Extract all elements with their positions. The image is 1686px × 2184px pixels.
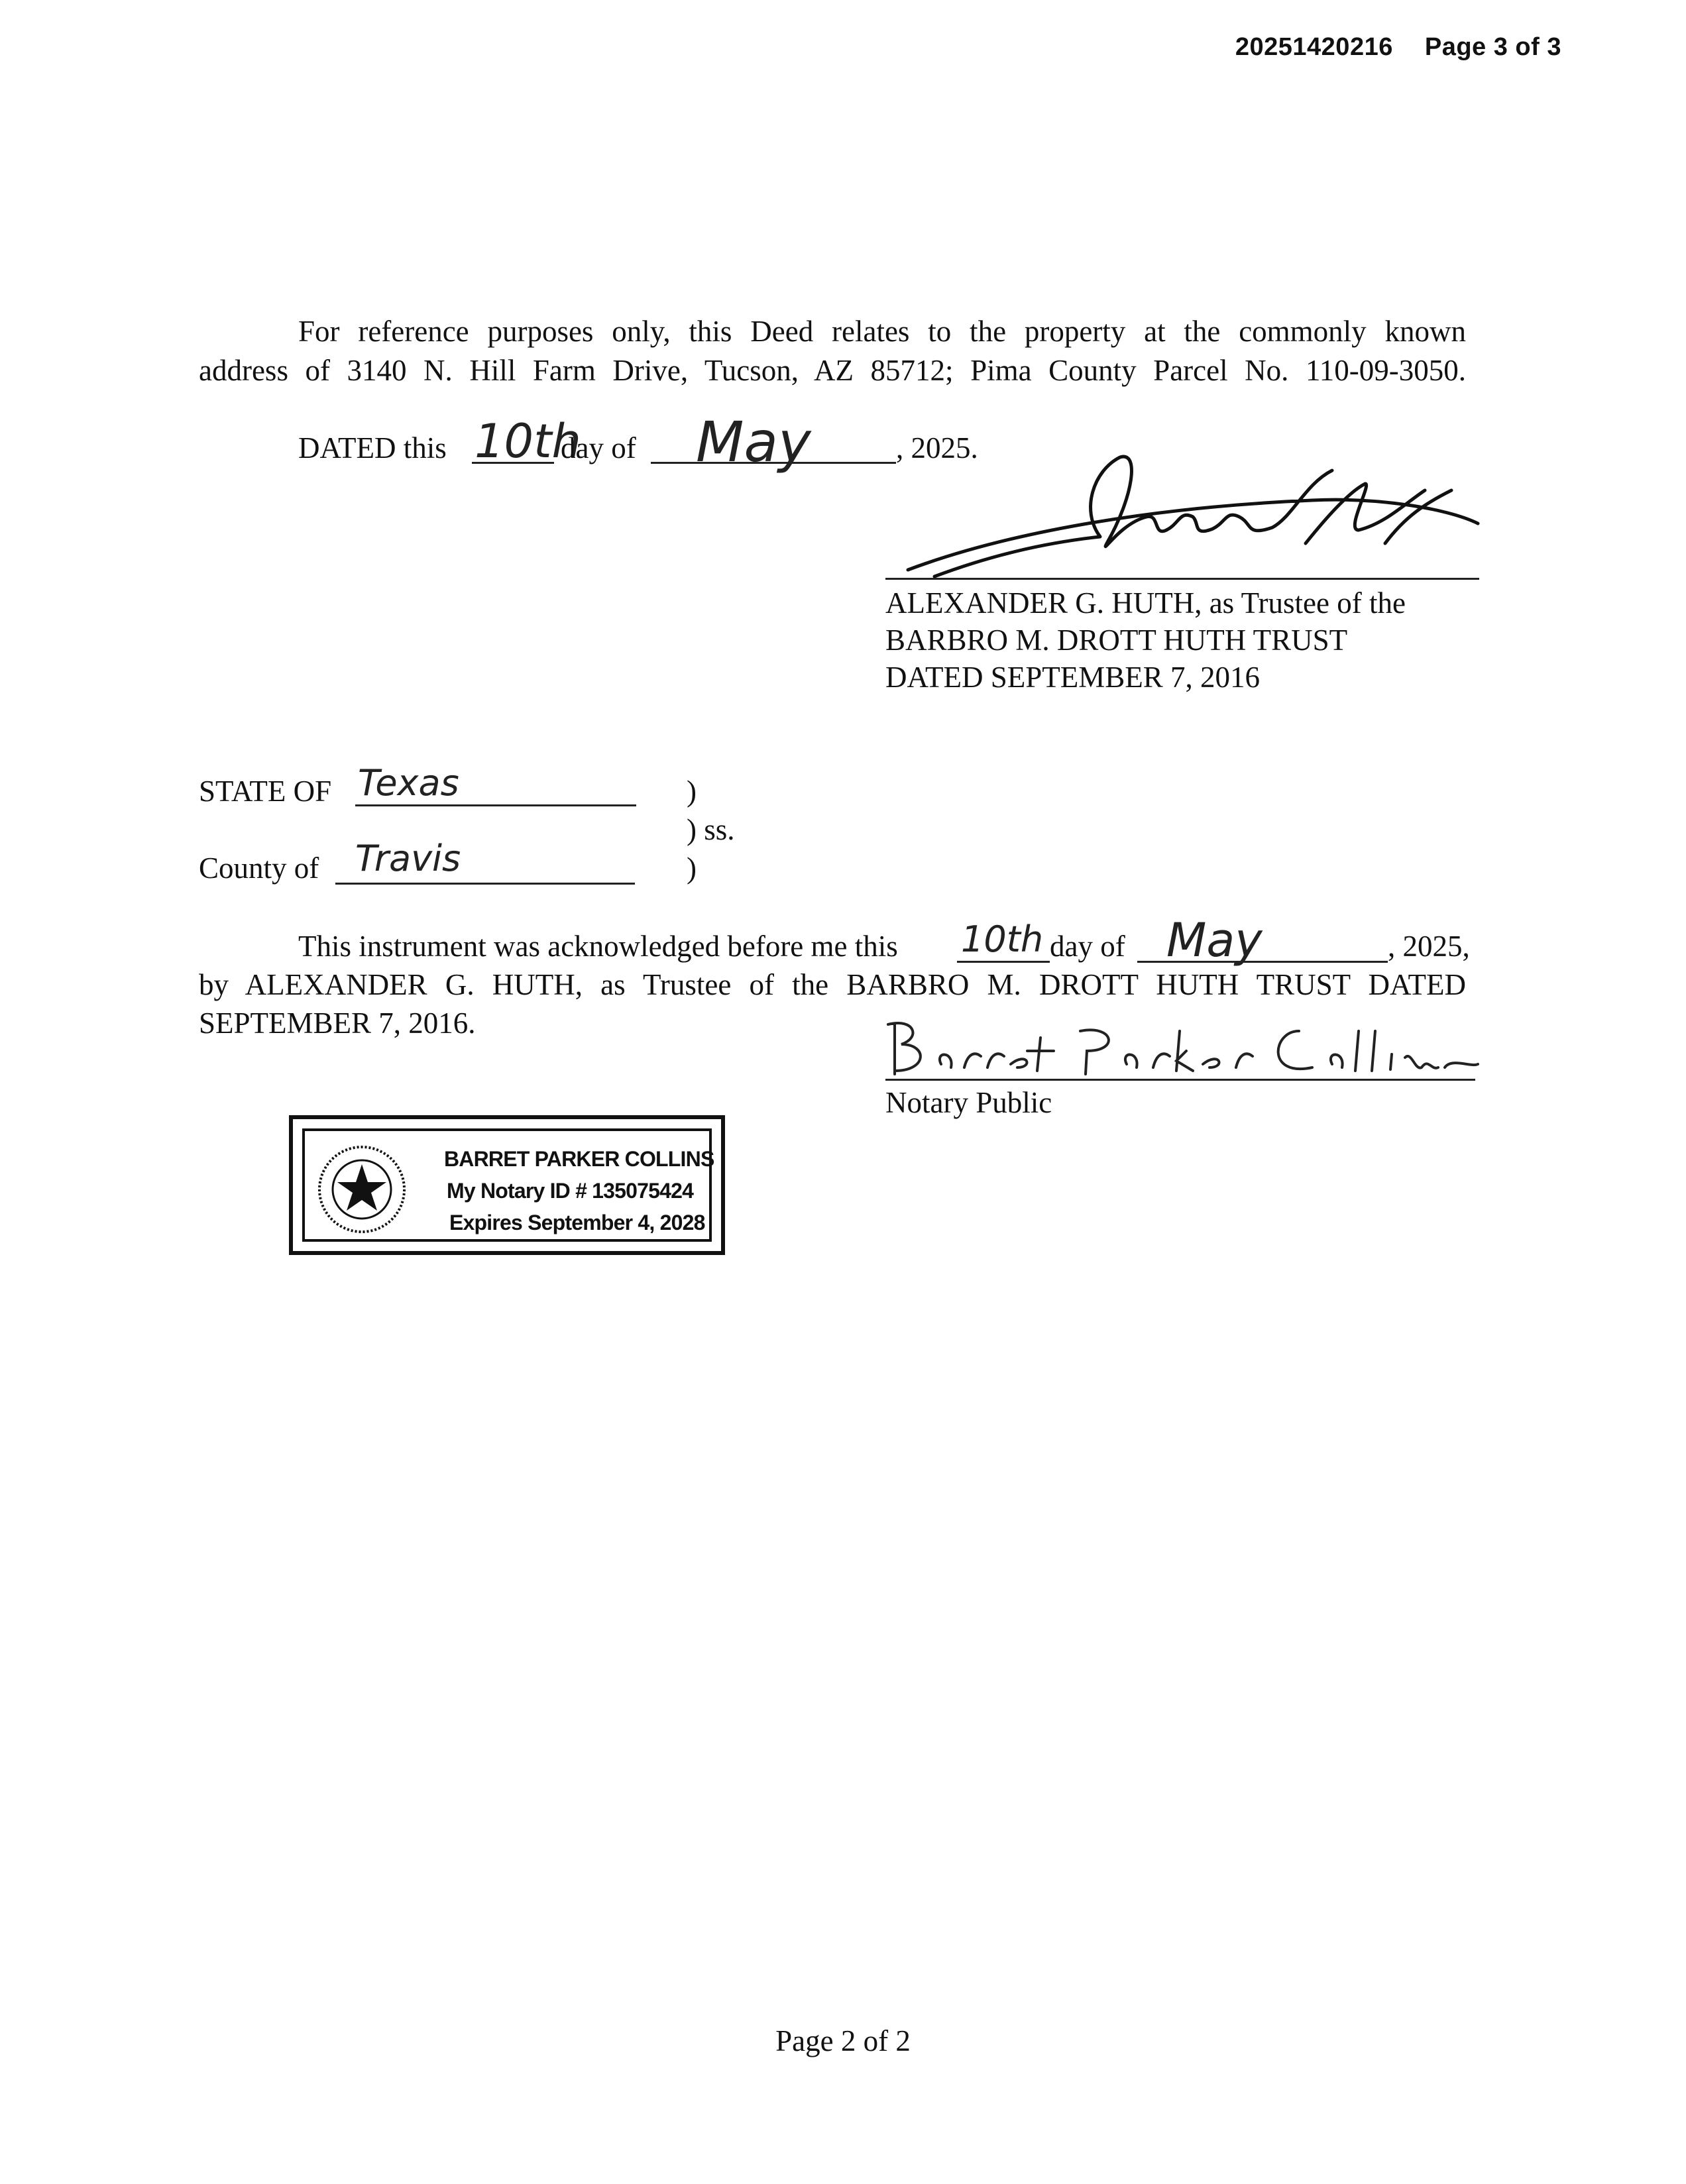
ack-line-3: SEPTEMBER 7, 2016. <box>199 1007 476 1040</box>
county-blank <box>335 883 635 885</box>
paren-top: ) <box>687 775 697 808</box>
stamp-notary-id: My Notary ID # 135075424 <box>447 1179 694 1203</box>
notary-title: Notary Public <box>885 1086 1052 1119</box>
trustee-signature <box>881 444 1491 603</box>
dated-month-handwritten: May <box>696 410 811 474</box>
ack-month-handwritten: May <box>1166 913 1263 967</box>
notary-stamp <box>289 1115 725 1255</box>
dated-day-of: day of <box>561 431 636 464</box>
notary-signature <box>875 1005 1485 1091</box>
paren-bottom: ) <box>687 851 697 885</box>
ack-prefix: This instrument was acknowledged before me this <box>298 930 898 963</box>
county-label: County of <box>199 851 319 885</box>
recording-header <box>1235 33 1561 62</box>
ack-day-blank <box>957 961 1050 963</box>
state-blank <box>355 804 636 806</box>
paren-ss: ) ss. <box>687 813 735 846</box>
ack-day-handwritten: 10th <box>961 918 1044 960</box>
reference-line-2: address of 3140 N. Hill Farm Drive, Tucson, AZ 85712; Pima County Parcel No. 110-09-3050. <box>199 354 1466 387</box>
trust-date-line: DATED SEPTEMBER 7, 2016 <box>885 661 1261 694</box>
ack-day-of: day of <box>1050 930 1125 963</box>
dated-year: , 2025. <box>896 431 978 464</box>
dated-day-handwritten: 10th <box>475 414 581 468</box>
ack-line-2: by ALEXANDER G. HUTH, as Trustee of the BARBRO M. DROTT HUTH TRUST DATED <box>199 968 1466 1001</box>
state-label: STATE OF <box>199 775 332 808</box>
stamp-expiration: Expires September 4, 2028 <box>449 1211 705 1234</box>
county-handwritten: Travis <box>355 838 461 879</box>
state-handwritten: Texas <box>358 762 459 804</box>
dated-prefix: DATED this <box>298 431 447 464</box>
trust-name-line: BARBRO M. DROTT HUTH TRUST <box>885 624 1348 657</box>
stamp-notary-name: BARRET PARKER COLLINS <box>444 1147 714 1171</box>
trustee-name-line: ALEXANDER G. HUTH, as Trustee of the <box>885 586 1406 620</box>
reference-line-1: For reference purposes only, this Deed relates to the property at the commonly known <box>298 315 1466 348</box>
page-indicator: Page 3 of 3 <box>1424 33 1561 61</box>
recording-number: 20251420216 <box>1235 33 1393 61</box>
footer-page-number: Page 2 of 2 <box>775 2024 911 2057</box>
notary-seal-icon <box>317 1144 407 1234</box>
ack-year: , 2025, <box>1388 930 1470 963</box>
